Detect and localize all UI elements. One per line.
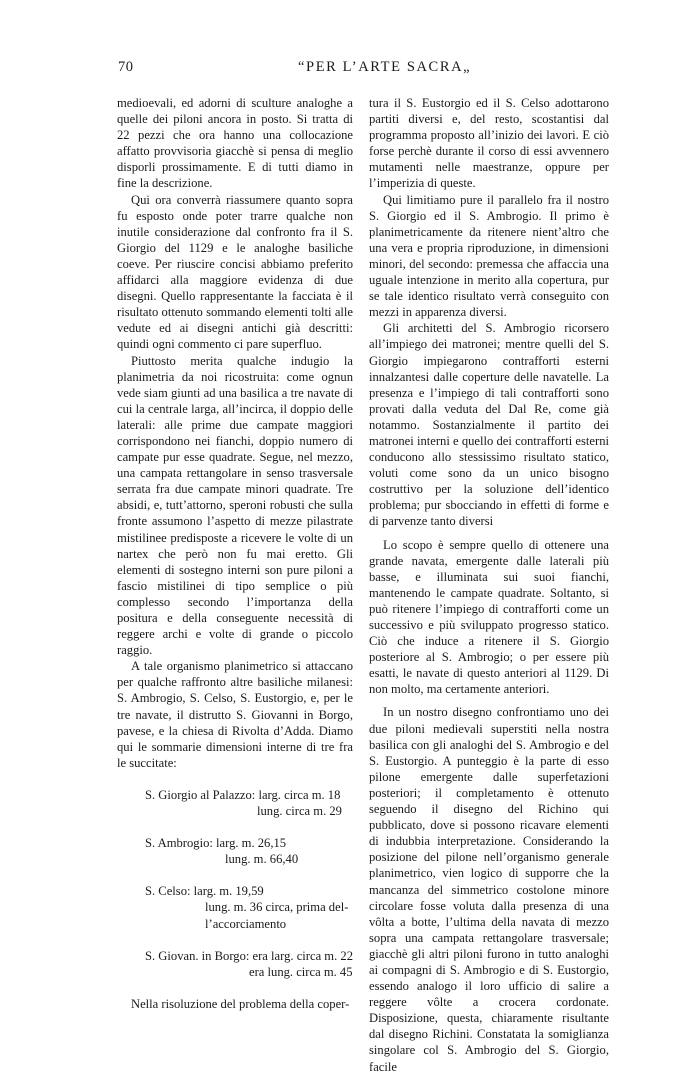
paragraph: Qui limitiamo pure il parallelo fra il nostro S. Giorgio ed il S. Ambrogio. Il primo è planimetricamente da ritenere nient’altro che una vera e propria riproduzione, in dimensioni minori, del secondo: premessa che affaccia una uguale intenzione in merito alla copertura, pur se tale identico risultato verrà conseguito con mezzi in apparenza diversi.: [369, 192, 609, 320]
dimension-line: S. Giorgio al Palazzo: larg. circa m. 18: [145, 787, 341, 802]
paragraph: Nella risoluzione del problema della coper-: [131, 996, 350, 1011]
dimensions-list: [145, 787, 353, 980]
dimension-line: l’accorciamento: [205, 916, 287, 931]
paragraph: medioevali, ed adorni di sculture analoghe a quelle dei piloni ancora in posto. Si tratta di 22 pezzi che ora hanno una collocazione affatto provvisoria giacchè si pensa di meglio disporli prossimamente. E di tutti diamo in fine la descrizione.: [117, 96, 353, 191]
dimension-line: era lung. circa m. 45: [249, 964, 353, 979]
page-number: 70: [118, 59, 134, 75]
dimension-entry-giovanni: [145, 948, 353, 980]
dimension-line: S. Ambrogio: larg. m. 26,15: [145, 836, 287, 851]
paragraph: Qui ora converrà riassumere quanto sopra fu esposto onde poter trarre qualche non inutile considerazione dal confronto fra il S. Giorgio del 1129 e le analoghe basiliche coeve. Per riuscire concisi abbiamo preferito affidarci alla maggiore evidenza di due disegni. Quello rappresentante la facciata è il risultato ottenuto sommando elementi tolti alle vedute ed ai disegni antichi già descritti: quindi ogni commento ci pare superfluo.: [117, 192, 353, 352]
dimension-line: lung. circa m. 29: [257, 804, 342, 819]
dimension-line: S. Giovan. in Borgo: era larg. circa m. 22: [145, 948, 353, 963]
dimension-line: S. Celso: larg. m. 19,59: [145, 884, 264, 899]
dimension-entry-giorgio: [145, 787, 353, 819]
dimension-line: lung. m. 36 circa, prima del-: [205, 900, 349, 915]
dimension-entry-ambrogio: [145, 835, 353, 867]
paragraph: In un nostro disegno confrontiamo uno dei due piloni medievali superstiti nella nostra basilica con gli analoghi del S. Ambrogio e del S. Eustorgio. A punteggio è la parte di esso pilone emergente dalle superfetazioni posteriori; il completamento è ottenuto seguendo il disegno del Richino qui pubblicato, dove si possono ricavare elementi di indubbia interpretazione. Considerando la posizione del pilone nell’organismo generale planimetrico, vien logico di supporre che la mancanza del simmetrico costolone minore circolare fosse voluta dalla presenza di una vôlta a botte, l’ultima della navata di mezzo sopra una campata rettangolare trasversale; giacchè gli altri piloni furono in tutto analoghi ai compagni di S. Ambrogio e di S. Eustorgio, essendo analogo il loro ufficio di salire a reggere vôlte a crocera cordonate. Disposizione, questa, chiaramente risultante dal disegno Richini. Constatata la somiglianza singolare col S. Ambrogio del S. Giorgio, facile: [369, 705, 609, 1074]
running-head: “PER L’ARTE SACRA„: [298, 59, 472, 75]
paragraph: Lo scopo è sempre quello di ottenere una grande navata, emergente dalle laterali più basse, e illuminata sui suoi fianchi, mantenendo le campate quadrate. Soltanto, si può ritenere l’impiego di contrafforti come un successivo e più sviluppato progresso statico. Ciò che induce a ritenere il S. Giorgio posteriore al S. Ambrogio; o per essere più esatti, le navate di questo anteriori al 1129. Di non molto, ma certamente anteriori.: [369, 537, 609, 697]
dimension-line: lung. m. 66,40: [225, 852, 299, 867]
paragraph: Piuttosto merita qualche indugio la planimetria da noi ricostruita: come ognun vede siam giunti ad una basilica a tre navate di cui la centrale larga, all’incirca, il doppio delle laterali: alle prime due campate maggiori corrispondono nei fianchi, doppio numero di campate pur esse quadrate. Segue, nel mezzo, una campata rettangolare in senso trasversale serrata fra due campate minori quadrate. Tre absidi, e, tutt’attorno, speroni robusti che sulla fronte assumono l’aspetto di mezze pilastrate mistilinee predisposte a ricevere le volte di un nartex che però non fu mai eretto. Gli elementi di sostegno interni son pure piloni a fascio mistilinei di tipo semplice o più complesso secondo l’importanza della positura e della conseguente necessità di reggere archi e volte di grande o piccolo raggio.: [117, 353, 353, 658]
dimension-entry-celso: [145, 883, 353, 931]
right-column: [369, 95, 609, 1075]
left-column: [117, 95, 353, 1012]
paragraph: tura il S. Eustorgio ed il S. Celso adottarono partiti diversi e, del resto, scostantisi dal programma proposto all’inizio dei lavori. E ciò forse perchè durante il corso di essi avvennero mutamenti nelle maestranze, oppure per l’imperizia di queste.: [369, 96, 609, 191]
paragraph: A tale organismo planimetrico si attaccano per qualche raffronto altre basiliche milanesi: S. Ambrogio, S. Celso, S. Eustorgio, e, per le tre navate, il distrutto S. Giovanni in Borgo, pavese, e la chiesa di Rivolta d’Adda. Diamo qui le sommarie dimensioni interne di tre fra le succitate:: [117, 659, 353, 770]
paragraph: Gli architetti del S. Ambrogio ricorsero all’impiego dei matronei; mentre quelli del S. Giorgio impiegarono contrafforti esterni innalzantesi dalle coperture delle navatelle. La presenza e l’impiego di tali contrafforti sono provati dalla veduta del Dal Re, come già notammo. Sostanzialmente il partito dei matronei interni e quello dei contrafforti esterni conducono allo stessissimo risultato statico, voluti come sono da un unico bisogno costruttivo per la soluzione dell’identico problema; pur sbocciando in effetti di forme e di parvenze tanto diversi: [369, 321, 609, 529]
